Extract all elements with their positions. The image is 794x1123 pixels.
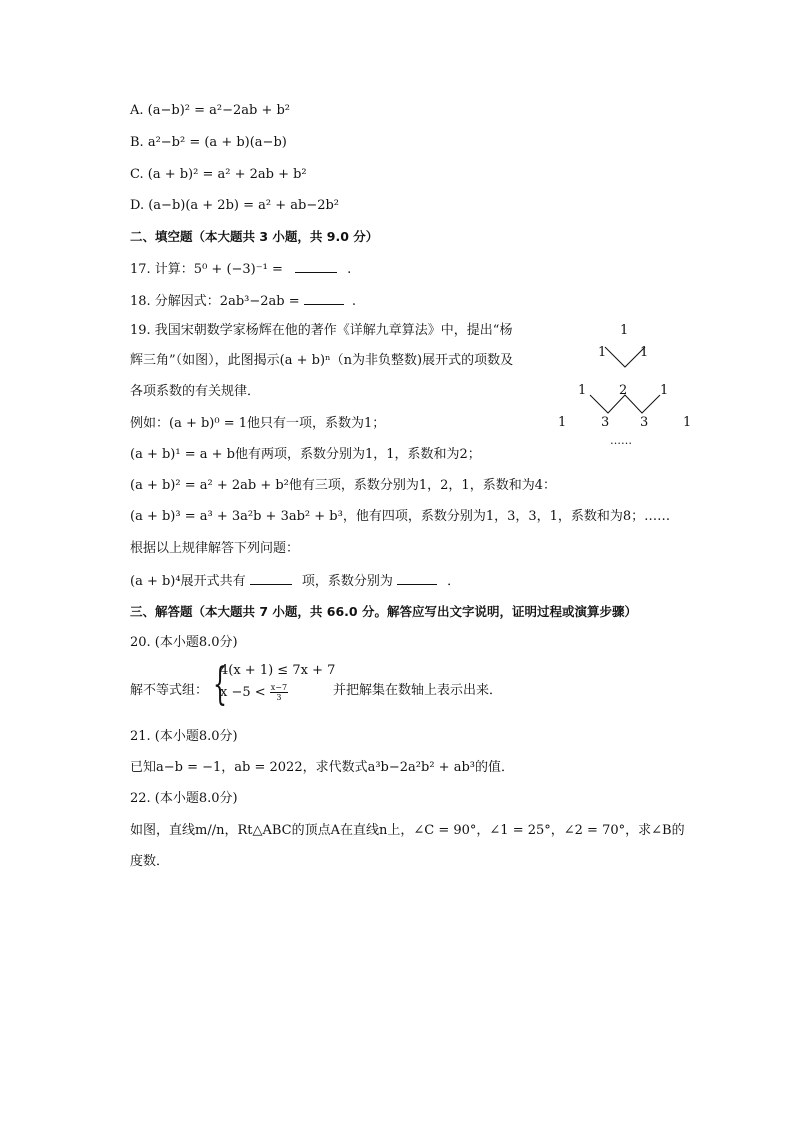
triangle-row3-2: 3 [601,415,610,430]
question-19-part-b: 项，系数分别为 [301,574,393,589]
triangle-row1-2: 1 [640,345,649,360]
question-19-line-4: 例如：(a + b)⁰ = 1他只有一项，系数为1； [130,416,386,431]
answer-blank-19a[interactable] [250,570,292,585]
option-c: C. (a + b)² = a² + 2ab + b² [130,167,307,182]
question-19-line-8: 根据以上规律解答下列问题： [130,541,300,556]
question-22-line-2: 度数． [130,854,170,869]
triangle-row2-2: 2 [619,383,628,398]
question-18-end: . [351,294,357,309]
question-19-part-a: (a + b)⁴展开式共有 [130,574,246,589]
question-22-header: 22. (本小题8.0分) [130,791,238,806]
answer-blank-19b[interactable] [397,570,437,585]
fraction-denominator: 3 [276,693,282,702]
answer-blank-18[interactable] [304,290,344,305]
section-3-heading: 三、解答题（本大题共 7 小题，共 66.0 分。解答应写出文字说明，证明过程或演算步骤） [130,604,637,619]
question-19-line-1: 19. 我国宋朝数学家杨辉在他的著作《详解九章算法》中，提出“杨 [130,323,513,338]
fraction-numerator: x−7 [270,683,288,692]
option-b: B. a²−b² = (a + b)(a−b) [130,135,287,150]
triangle-row3-1: 1 [558,415,567,430]
yang-hui-triangle [550,320,700,455]
question-19-line-2: 辉三角”（如图），此图揭示(a + b)ⁿ（n为非负整数)展开式的项数及 [130,353,514,368]
question-20-prefix: 解不等式组： [130,683,209,698]
question-17 [130,258,351,280]
inequality-1: 4(x + 1) ≤ 7x + 7 [220,663,336,678]
answer-blank-17[interactable] [295,258,337,273]
question-17-end: . [347,262,352,277]
question-19-line-6: (a + b)² = a² + 2ab + b²他有三项，系数分别为1，2，1，系数和为4： [130,478,556,493]
triangle-row3-3: 3 [640,415,649,430]
inequality-2 [220,683,288,702]
question-19-line-9 [130,570,460,592]
question-17-text: 17. 计算：5⁰ + (−3)⁻¹ = [130,262,283,277]
option-d: D. (a−b)(a + 2b) = a² + ab−2b² [130,198,340,213]
triangle-row0-1: 1 [620,323,629,338]
triangle-row1-1: 1 [598,345,607,360]
question-22-line-1: 如图，直线m//n，Rt△ABC的顶点A在直线n上，∠C = 90°，∠1 = 25°，∠2 = 70°，求∠B的 [130,823,685,838]
section-2-heading: 二、填空题（本大题共 3 小题，共 9.0 分） [130,229,379,244]
triangle-dots: …… [610,434,632,447]
question-18 [130,290,356,312]
triangle-row3-4: 1 [683,415,692,430]
question-21-text: 已知a−b = −1，ab = 2022，求代数式a³b−2a²b² + ab³的值． [130,760,514,775]
brace-icon: { [213,659,227,710]
question-20-suffix: 并把解集在数轴上表示出来． [333,683,503,698]
question-18-text: 18. 分解因式：2ab³−2ab = [130,294,300,309]
fraction [270,683,288,702]
question-20-header: 20. (本小题8.0分) [130,635,238,650]
option-a: A. (a−b)² = a²−2ab + b² [130,103,291,118]
question-19-line-5: (a + b)¹ = a + b他有两项，系数分别为1，1，系数和为2； [130,447,481,462]
question-21-header: 21. (本小题8.0分) [130,729,238,744]
question-19-line-7: (a + b)³ = a³ + 3a²b + 3ab² + b³，他有四项，系数分别为1，3，3，1，系数和为8；…… [130,509,671,524]
triangle-row2-1: 1 [578,383,587,398]
inequality-2-left: x −5 < [220,685,266,700]
question-19-line-3: 各项系数的有关规律． [130,384,261,399]
triangle-row2-3: 1 [660,383,669,398]
question-19-part-c: ． [447,574,461,589]
